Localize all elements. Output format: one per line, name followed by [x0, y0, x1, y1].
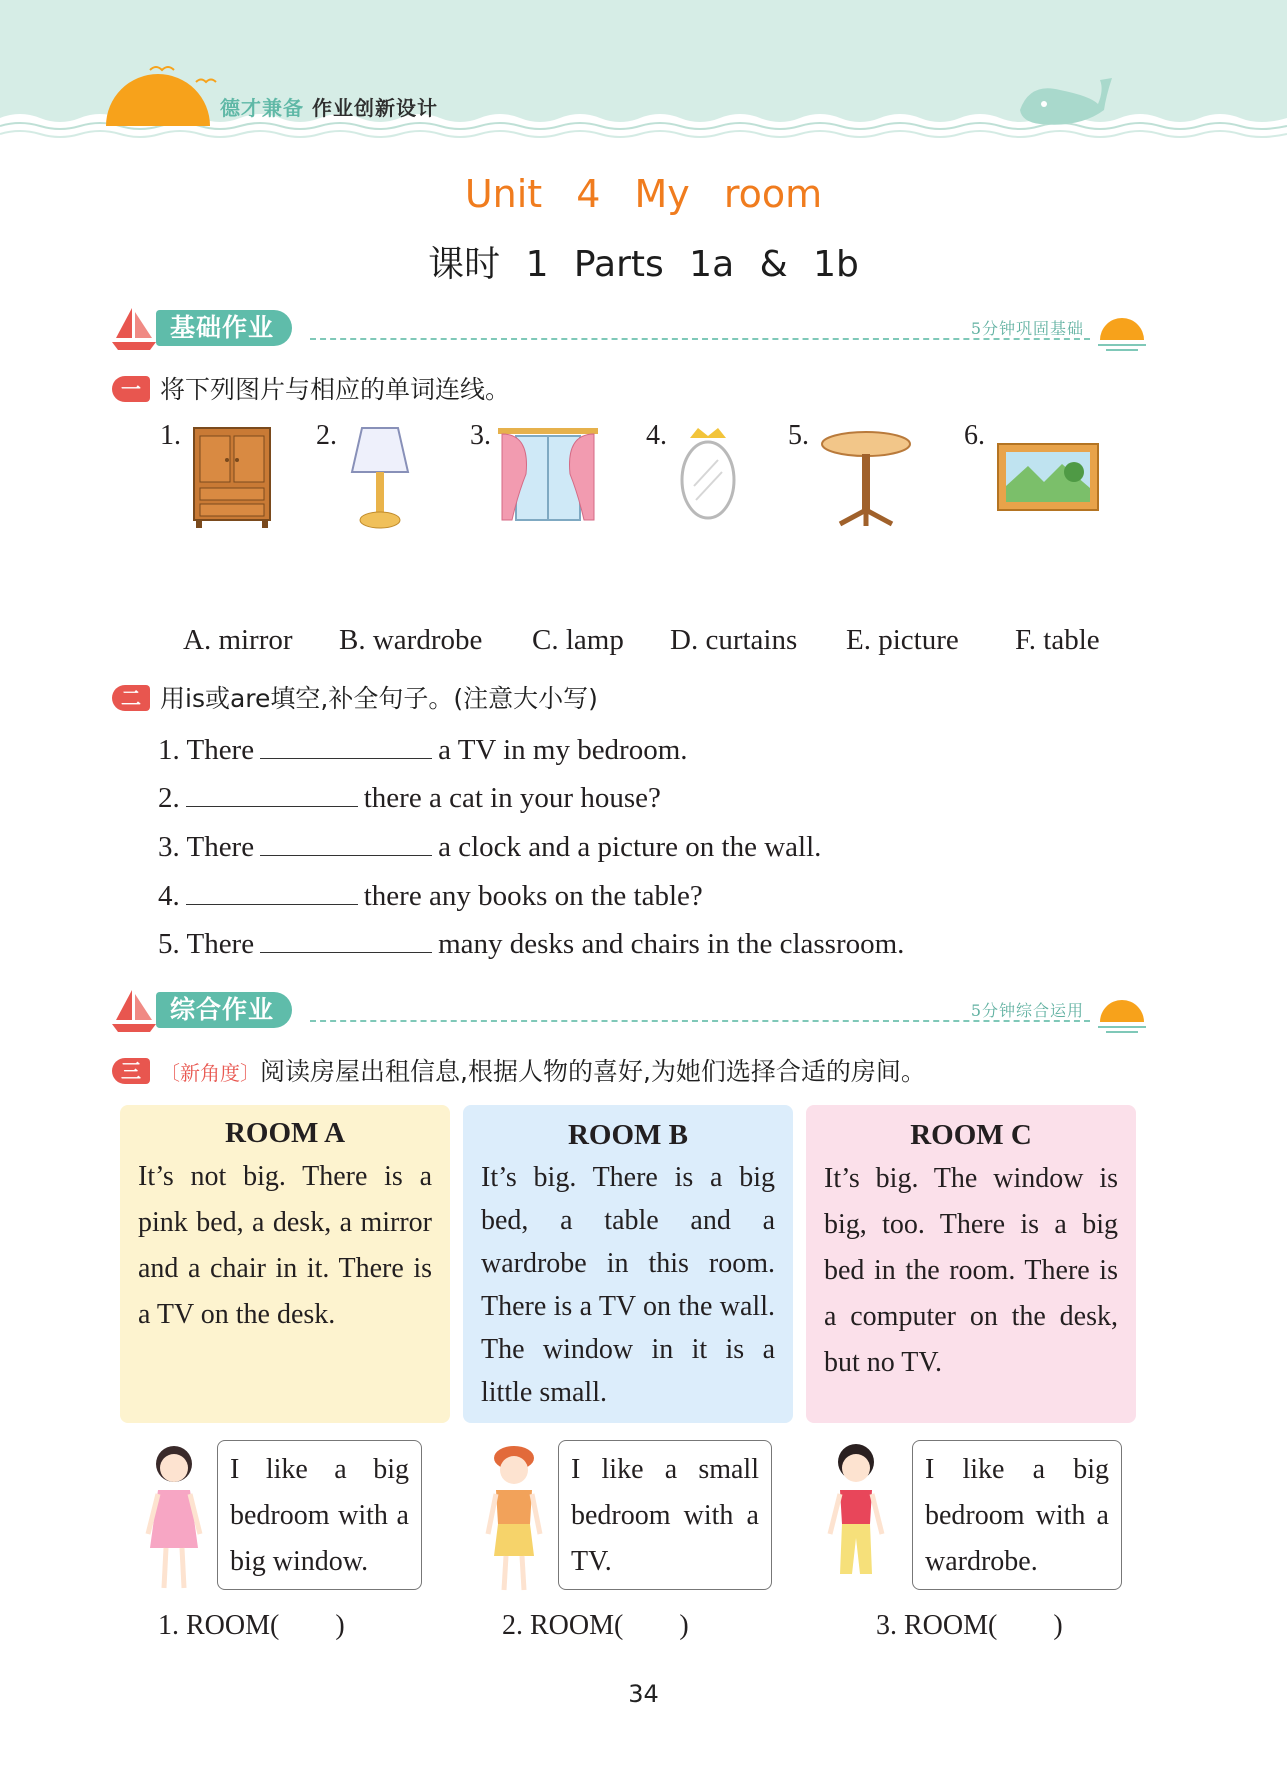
- answer-blank[interactable]: [260, 827, 432, 856]
- mirror-icon: [674, 424, 744, 534]
- answer-blank[interactable]: [186, 876, 358, 905]
- sailboat-icon: [110, 986, 160, 1036]
- picture-number: 5.: [788, 420, 809, 451]
- room-title: ROOM A: [224, 1117, 346, 1149]
- page-number: 34: [628, 1680, 659, 1708]
- section-label-basic: 基础作业: [156, 310, 292, 346]
- unit-title: Unit 4 My room: [464, 172, 823, 216]
- sailboat-icon: [110, 304, 160, 354]
- sentence-suffix: a clock and a picture on the wall.: [438, 831, 822, 863]
- room-card-b: [463, 1105, 793, 1423]
- sentence-5: [158, 924, 904, 961]
- q1-instruction: 将下列图片与相应的单词连线。: [160, 375, 511, 404]
- q3-tag: 〔新角度〕: [160, 1061, 260, 1085]
- brand-part2: 作业创新设计: [311, 96, 438, 120]
- word-option: C. lamp: [532, 624, 624, 656]
- table-icon: [818, 428, 914, 534]
- lesson-title: 课时 1 Parts 1a & 1b: [428, 244, 859, 285]
- q3-instruction: 阅读房屋出租信息,根据人物的喜好,为她们选择合适的房间。: [260, 1057, 926, 1086]
- answer-blank[interactable]: [260, 730, 432, 759]
- section-note-comprehensive: 5分钟综合运用: [970, 1001, 1084, 1020]
- word-option: E. picture: [846, 624, 959, 656]
- sun-icon: [106, 74, 210, 126]
- q2-instruction: 用is或are填空,补全句子。(注意大小写): [160, 684, 598, 713]
- answer-room-2[interactable]: 2. ROOM( ): [502, 1610, 689, 1641]
- speech-bubble-1: I like a big bedroom with a big window.: [217, 1440, 422, 1590]
- brand-part1: 德才兼备: [220, 96, 304, 120]
- q3-number: 三: [112, 1058, 150, 1084]
- room-description: It’s big. There is a big bed, a table and a wardrobe in this room. There is a TV on the wall. The window in it is a little small.: [481, 1162, 775, 1408]
- sentence-prefix: 1. There: [158, 734, 255, 766]
- speech-bubble-3: I like a big bedroom with a wardrobe.: [912, 1440, 1122, 1590]
- word-option: D. curtains: [670, 624, 798, 656]
- picture-number: 3.: [470, 420, 491, 451]
- speech-bubble-2: I like a small bedroom with a TV.: [558, 1440, 772, 1590]
- picture-number: 6.: [964, 420, 985, 451]
- girl-2-icon: [482, 1438, 546, 1598]
- room-title: ROOM C: [910, 1119, 1032, 1151]
- room-title: ROOM B: [567, 1119, 689, 1151]
- word-option: A. mirror: [183, 624, 293, 656]
- picture-number: 1.: [160, 420, 181, 451]
- room-description: It’s not big. There is a pink bed, a desk, a mirror and a chair in it. There is a TV on the desk.: [138, 1161, 432, 1330]
- answer-room-1[interactable]: 1. ROOM( ): [158, 1610, 345, 1641]
- girl-1-icon: [142, 1438, 206, 1598]
- header-decoration: [0, 0, 1287, 160]
- room-description: It’s big. The window is big, too. There is a big bed in the room. There is a computer on the desk, but no TV.: [824, 1163, 1118, 1378]
- picture-icon: [996, 442, 1100, 514]
- q1-number: 一: [112, 376, 150, 402]
- curtains-icon: [496, 424, 600, 534]
- lamp-icon: [340, 424, 420, 534]
- sentence-prefix: 5. There: [158, 928, 255, 960]
- picture-number: 2.: [316, 420, 337, 451]
- answer-blank[interactable]: [186, 778, 358, 807]
- section-banner-basic: [110, 304, 1150, 354]
- sentence-suffix: there any books on the table?: [363, 880, 703, 912]
- section-label-comprehensive: 综合作业: [156, 992, 292, 1028]
- header-band: [0, 0, 1287, 150]
- sentence-3: [158, 827, 821, 864]
- sentence-suffix: a TV in my bedroom.: [438, 734, 688, 766]
- sentence-prefix: 3. There: [158, 831, 255, 863]
- sentence-4: [158, 876, 703, 913]
- q1-header: [112, 373, 510, 407]
- q2-header: [112, 682, 598, 716]
- sentence-suffix: many desks and chairs in the classroom.: [438, 928, 905, 960]
- word-option: B. wardrobe: [339, 624, 483, 656]
- brand-title: [220, 92, 438, 121]
- q2-number: 二: [112, 685, 150, 711]
- q3-header: [112, 1055, 926, 1089]
- sunset-icon: [1094, 314, 1150, 354]
- sunset-icon: [1094, 996, 1150, 1036]
- answer-blank[interactable]: [260, 924, 432, 953]
- section-note-basic: 5分钟巩固基础: [970, 319, 1084, 338]
- whale-icon: [1020, 78, 1112, 125]
- picture-number: 4.: [646, 420, 667, 451]
- section-banner-comprehensive: [110, 986, 1150, 1036]
- sentence-2: [158, 778, 661, 815]
- sentence-prefix: 2.: [158, 782, 180, 814]
- answer-room-3[interactable]: 3. ROOM( ): [876, 1610, 1063, 1641]
- room-card-c: [806, 1105, 1136, 1423]
- girl-3-icon: [824, 1438, 888, 1598]
- sentence-suffix: there a cat in your house?: [363, 782, 661, 814]
- sentence-1: [158, 730, 688, 767]
- sentence-prefix: 4.: [158, 880, 180, 912]
- wardrobe-icon: [188, 424, 278, 534]
- word-option: F. table: [1015, 624, 1100, 656]
- room-card-a: [120, 1105, 450, 1423]
